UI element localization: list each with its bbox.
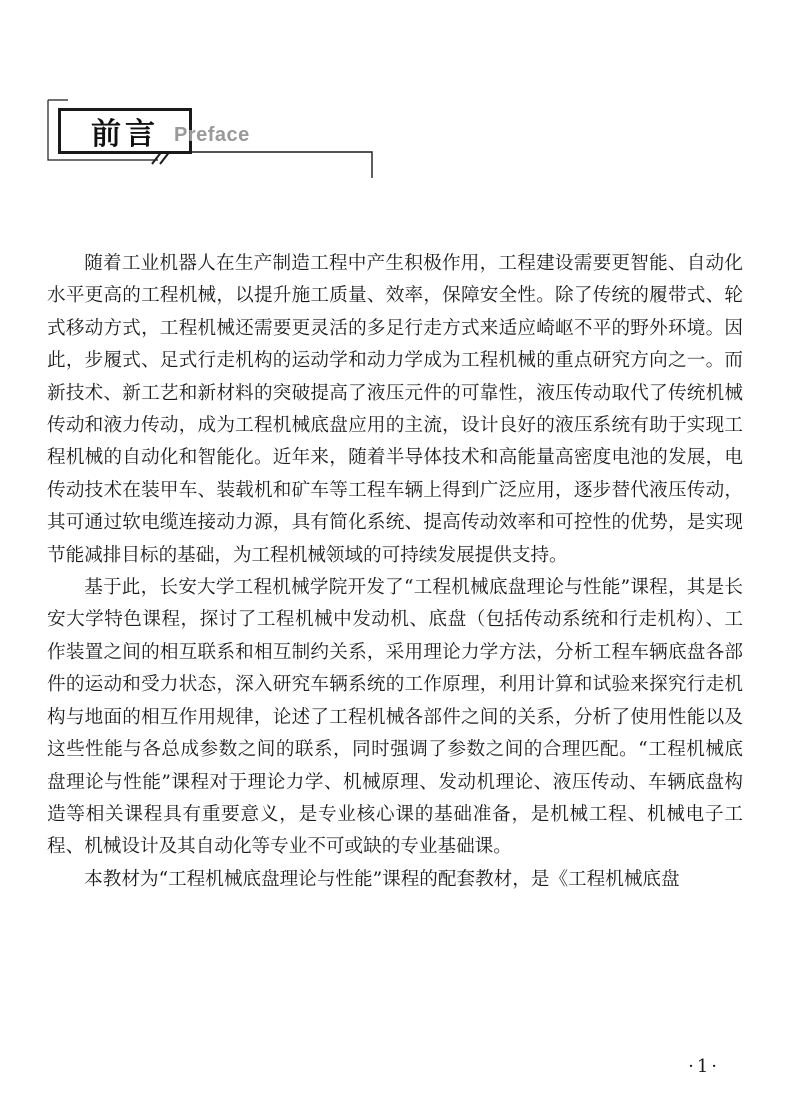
paragraph: 基于此，长安大学工程机械学院开发了“工程机械底盘理论与性能”课程，其是长安大学特色课程，探讨了工程机械中发动机、底盘（包括传动系统和行走机构）、工作装置之间的相互联系和相互制约关系，采用理论力学方法，分析工程车辆底盘各部件的运动和受力状态，深入研究车辆系统的工作原理，利用计算和试验来探究行走机构与地面的相互作用规律，论述了工程机械各部件之间的关系，分析了使用性能以及这些性能与各总成参数之间的联系，同时强调了参数之间的合理匹配。“工程机械底盘理论与性能”课程对于理论力学、机械原理、发动机理论、液压传动、车辆底盘构造等相关课程具有重要意义，是专业核心课的基础准备，是机械工程、机械电子工程、机械设计及其自动化等专业不可或缺的专业基础课。 bbox=[47, 577, 743, 858]
page-title: 前言 bbox=[91, 117, 159, 152]
chapter-header bbox=[38, 96, 378, 180]
body-text bbox=[47, 248, 743, 896]
page-subtitle: Preface bbox=[174, 124, 250, 146]
paragraph: 随着工业机器人在生产制造工程中产生积极作用，工程建设需要更智能、自动化水平更高的工程机械，以提升施工质量、效率，保障安全性。除了传统的履带式、轮式移动方式，工程机械还需要更灵活的多足行走方式来适应崎岖不平的野外环境。因此，步履式、足式行走机构的运动学和动力学成为工程机械的重点研究方向之一。而新技术、新工艺和新材料的突破提高了液压元件的可靠性，液压传动取代了传统机械传动和液力传动，成为工程机械底盘应用的主流，设计良好的液压系统有助于实现工程机械的自动化和智能化。近年来，随着半导体技术和高能量高密度电池的发展，电传动技术在装甲车、装载机和矿车等工程车辆上得到广泛应用，逐步替代液压传动，其可通过软电缆连接动力源，具有简化系统、提高传动效率和可控性的优势，是实现节能减排目标的基础，为工程机械领域的可持续发展提供支持。 bbox=[47, 253, 743, 566]
paragraph: 本教材为“工程机械底盘理论与性能”课程的配套教材，是《工程机械底盘 bbox=[84, 868, 680, 890]
header-rule bbox=[188, 152, 372, 178]
page-number: ·1· bbox=[688, 1056, 720, 1077]
title-box bbox=[58, 108, 192, 154]
